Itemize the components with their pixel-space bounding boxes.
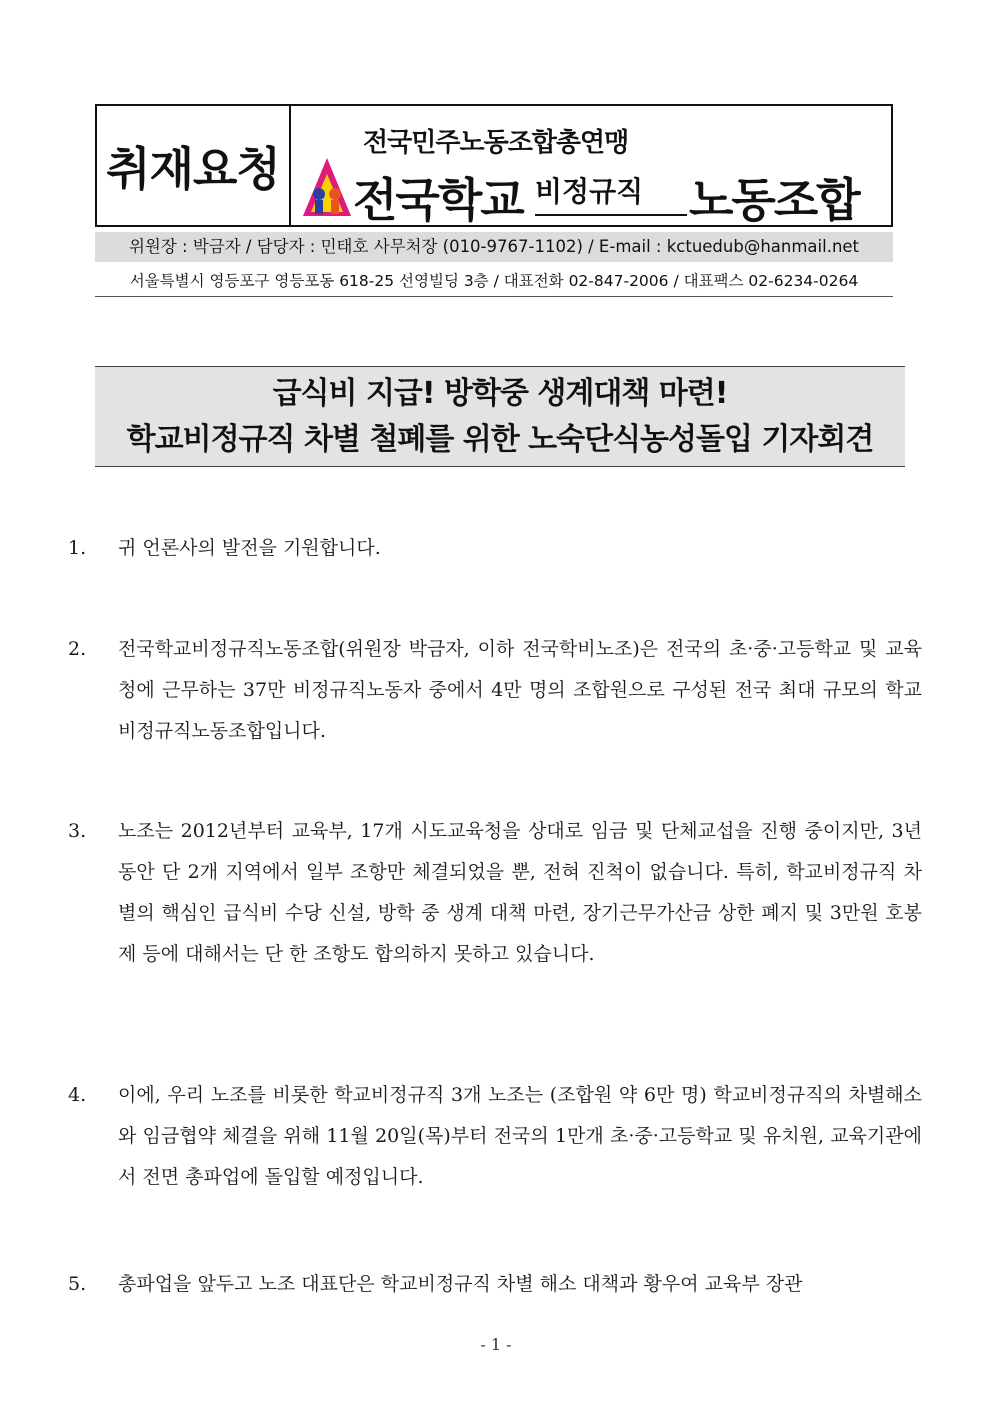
paragraph-number: 2. [68,638,87,660]
paragraph-text: 총파업을 앞두고 노조 대표단은 학교비정규직 차별 해소 대책과 황우여 교육부 장관 [118,1273,803,1295]
paragraph-4 [68,1075,922,1198]
paragraph-number: 5. [68,1273,87,1295]
union-name-part2: 비정규직 [535,175,644,208]
title-line-2: 학교비정규직 차별 철폐를 위한 노숙단식농성돌입 기자회견 [126,422,874,457]
paragraph-3 [68,811,922,975]
union-name-underline [535,214,687,216]
paragraph-1 [68,528,922,569]
address-info: 서울특별시 영등포구 영등포동 618-25 선영빌딩 3층 / 대표전화 02-847-2006 / 대표팩스 02-6234-0264 [95,266,893,297]
paragraph-text: 귀 언론사의 발전을 기원합니다. [118,537,381,559]
paragraph-number: 3. [68,820,87,842]
union-name-part1: 전국학교 [353,173,523,227]
title-line-1: 급식비 지급! 방학중 생계대책 마련! [272,376,728,411]
paragraph-2 [68,629,922,752]
paragraph-number: 1. [68,537,87,559]
page-number: - 1 - [480,1335,512,1354]
press-request-label: 취재요청 [97,106,291,225]
paragraph-5 [68,1264,922,1305]
paragraph-text: 전국학교비정규직노동조합(위원장 박금자, 이하 전국학비노조)은 전국의 초·중·고등학교 및 교육청에 근무하는 37만 비정규직노동자 중에서 4만 명의 조합원으로 구성된 전국 최대 규모의 학교비정규직노동조합입니다. [118,638,922,742]
header-box [95,104,893,227]
paragraph-text: 노조는 2012년부터 교육부, 17개 시도교육청을 상대로 임금 및 단체교섭을 진행 중이지만, 3년 동안 단 2개 지역에서 일부 조항만 체결되었을 뿐, 전혀 진척이 없습니다. 특히, 학교비정규직 차별의 핵심인 급식비 수당 신설, 방학 중 생계 대책 마련, 장기근무가산금 상한 폐지 및 3만원 호봉제 등에 대해서는 단 한 조항도 합의하지 못하고 있습니다. [118,820,922,965]
paragraph-number: 4. [68,1084,87,1106]
union-logo-icon [301,156,353,218]
press-title [95,366,905,467]
union-logo-area [291,106,891,225]
contact-info: 위원장 : 박금자 / 담당자 : 민태호 사무처장 (010-9767-1102) / E-mail : kctuedub@hanmail.net [95,232,893,262]
federation-name: 전국민주노동조합총연맹 [363,128,629,158]
union-name-part3: 노동조합 [689,173,859,227]
paragraph-text: 이에, 우리 노조를 비롯한 학교비정규직 3개 노조는 (조합원 약 6만 명) 학교비정규직의 차별해소와 임금협약 체결을 위해 11월 20일(목)부터 전국의 1만개 초·중·고등학교 및 유치원, 교육기관에서 전면 총파업에 돌입할 예정입니다. [118,1084,922,1188]
